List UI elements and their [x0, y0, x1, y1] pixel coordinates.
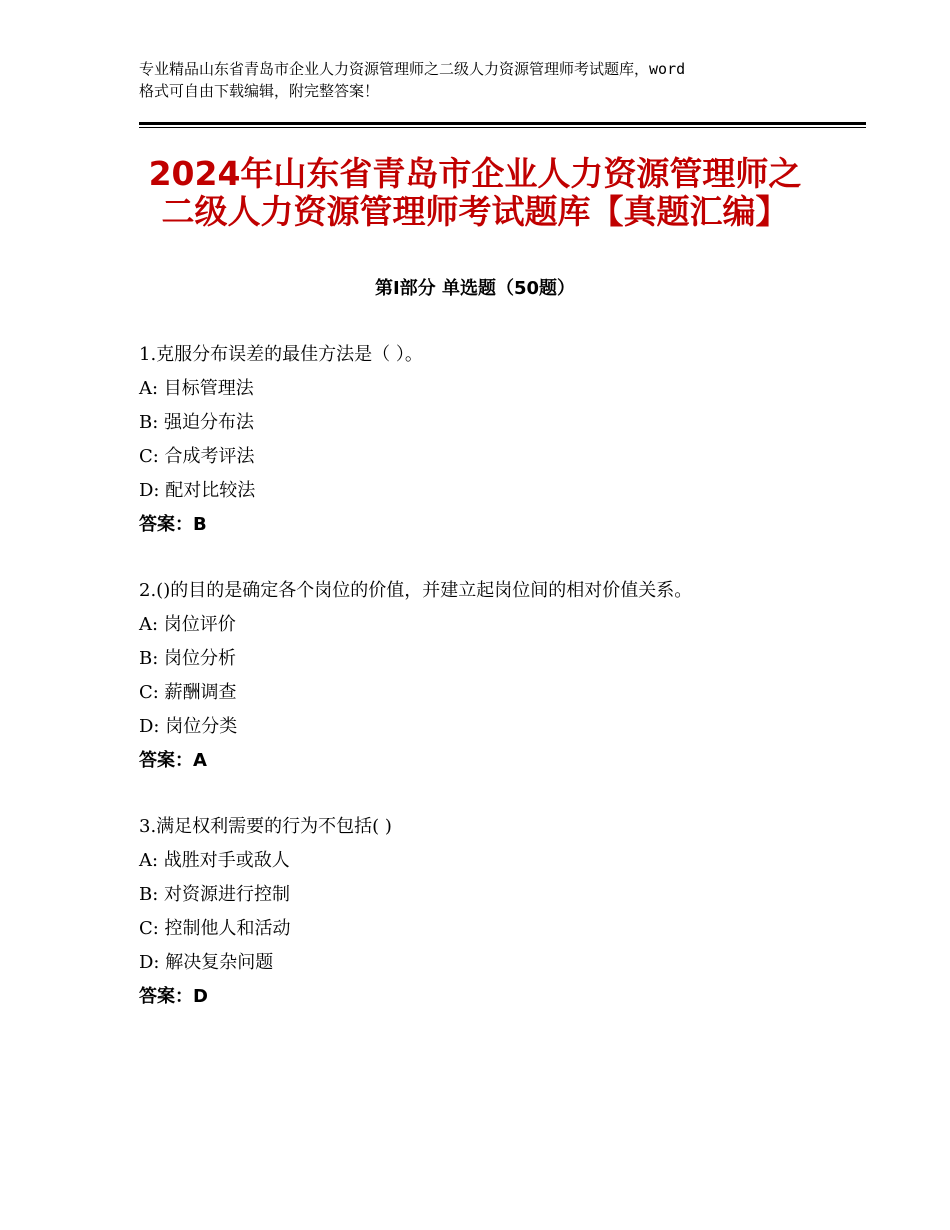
question-stem: 3.满足权利需要的行为不包括( )	[139, 816, 392, 837]
option-b: B: 岗位分析	[139, 648, 237, 669]
option-c: C: 合成考评法	[139, 446, 255, 467]
option-c: C: 薪酬调查	[139, 682, 237, 703]
question-stem: 2.()的目的是确定各个岗位的价值，并建立起岗位间的相对价值关系。	[139, 580, 693, 601]
section-heading: 第Ⅰ部分 单选题（50题）	[374, 278, 575, 299]
option-c: C: 控制他人和活动	[139, 918, 291, 939]
header-note-line-1: 专业精品山东省青岛市企业人力资源管理师之二级人力资源管理师考试题库，word	[139, 60, 686, 78]
option-d: D: 解决复杂问题	[139, 952, 274, 973]
option-d: D: 配对比较法	[139, 480, 256, 501]
question-list	[139, 338, 839, 1046]
question-3	[139, 810, 839, 1014]
option-a: A: 岗位评价	[139, 614, 236, 635]
answer-label: 答案：A	[139, 750, 207, 771]
answer-label: 答案：D	[139, 986, 208, 1007]
option-b: B: 对资源进行控制	[139, 884, 291, 905]
answer-label: 答案：B	[139, 514, 207, 535]
document-title-line-1: 2024年山东省青岛市企业人力资源管理师之	[148, 154, 802, 193]
document-title	[100, 155, 850, 231]
question-stem: 1.克服分布误差的最佳方法是（ ）。	[139, 344, 423, 365]
question-1	[139, 338, 839, 542]
option-d: D: 岗位分类	[139, 716, 238, 737]
document-header-note	[139, 58, 839, 102]
option-b: B: 强迫分布法	[139, 412, 255, 433]
header-divider-thin	[139, 127, 866, 128]
option-a: A: 战胜对手或敌人	[139, 850, 290, 871]
question-2	[139, 574, 839, 778]
option-a: A: 目标管理法	[139, 378, 254, 399]
header-note-line-2: 格式可自由下载编辑，附完整答案！	[139, 82, 380, 100]
document-title-line-2: 二级人力资源管理师考试题库【真题汇编】	[161, 192, 789, 231]
header-divider-thick	[139, 122, 866, 125]
